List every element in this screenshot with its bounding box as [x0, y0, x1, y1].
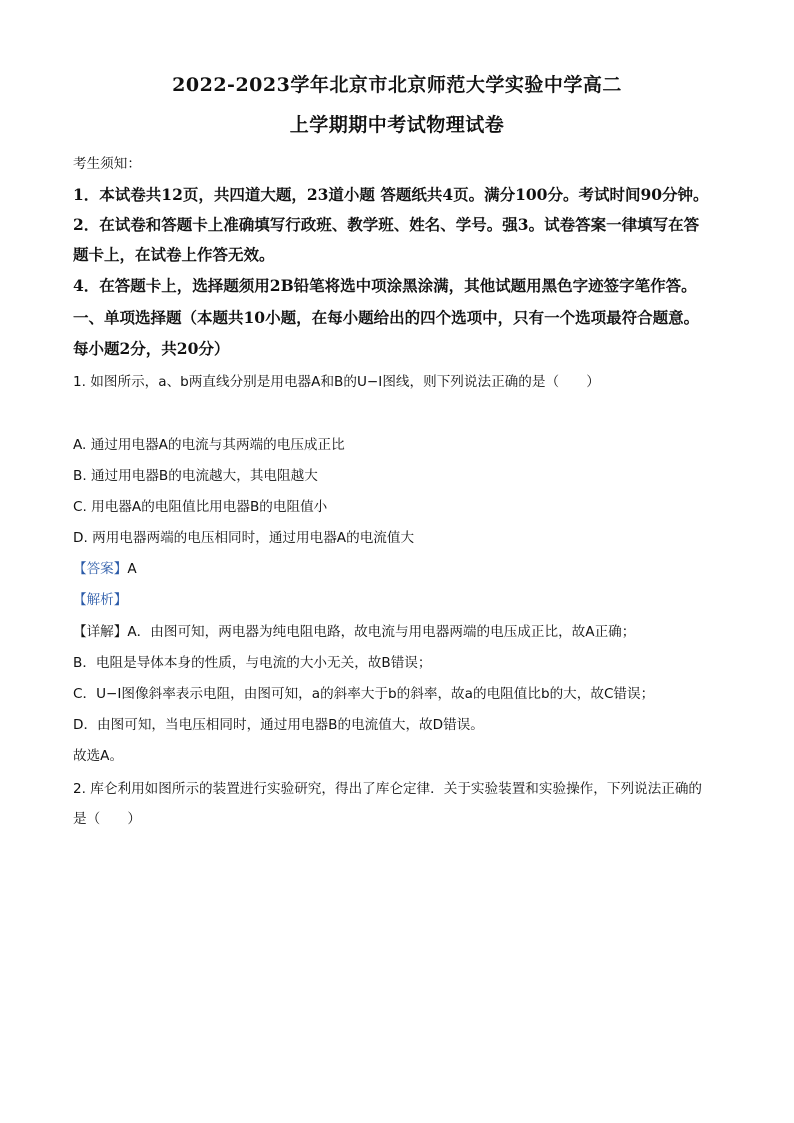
answer-tag: 【答案】 — [73, 561, 128, 577]
instruction-item-2-cont: 题卡上，在试卷上作答无效。 — [73, 245, 275, 264]
detail-a — [73, 620, 635, 640]
section1-heading-cont: 每小题2分，共20分） — [73, 339, 230, 358]
analysis-tag: 【解析】 — [73, 592, 128, 608]
detail-c: C．U−I图像斜率表示电阻，由图可知，a的斜率大于b的斜率，故a的电阻值比b的大，故C错误； — [73, 686, 655, 702]
conclusion: 故选A。 — [73, 748, 124, 764]
question1-option-d: D. 两用电器两端的电压相同时，通过用电器A的电流值大 — [73, 530, 415, 546]
detail-b: B．电阻是导体本身的性质，与电流的大小无关，故B错误； — [73, 655, 432, 671]
exam-title-line1: 2022-2023学年北京市北京师范大学实验中学高二 — [172, 74, 622, 96]
detail-d: D．由图可知，当电压相同时，通过用电器B的电流值大，故D错误。 — [73, 717, 484, 733]
answer-value: A — [127, 561, 137, 577]
question1-option-b: B. 通过用电器B的电流越大，其电阻越大 — [73, 468, 318, 484]
instructions-heading: 考生须知： — [73, 156, 141, 172]
section1-heading: 一、单项选择题（本题共10小题，在每小题给出的四个选项中，只有一个选项最符合题意。 — [73, 308, 700, 327]
question2-stem-cont: 是（ ） — [73, 811, 141, 827]
instruction-item-2: 2．在试卷和答题卡上准确填写行政班、教学班、姓名、学号。强3。试卷答案一律填写在答 — [73, 215, 700, 234]
question1-option-a: A. 通过用电器A的电流与其两端的电压成正比 — [73, 437, 345, 453]
detail-tag: 【详解】 — [73, 624, 128, 640]
question1-stem: 1. 如图所示，a、b两直线分别是用电器A和B的U−I图线，则下列说法正确的是（ ） — [73, 374, 600, 390]
question1-option-c: C. 用电器A的电阻值比用电器B的电阻值小 — [73, 499, 328, 515]
instruction-item-1: 1．本试卷共12页，共四道大题，23道小题 答题纸共4页。满分100分。考试时间90分钟。 — [73, 185, 709, 204]
answer-line — [73, 557, 137, 577]
exam-title-line2: 上学期期中考试物理试卷 — [289, 114, 505, 136]
question2-stem: 2. 库仑利用如图所示的装置进行实验研究，得出了库仑定律．关于实验装置和实验操作，下列说法正确的 — [73, 781, 703, 797]
instruction-item-4: 4．在答题卡上，选择题须用2B铅笔将选中项涂黑涂满，其他试题用黑色字迹签字笔作答。 — [73, 276, 697, 295]
detail-a-text: A．由图可知，两电器为纯电阻电路，故电流与用电器两端的电压成正比，故A正确； — [127, 624, 636, 640]
